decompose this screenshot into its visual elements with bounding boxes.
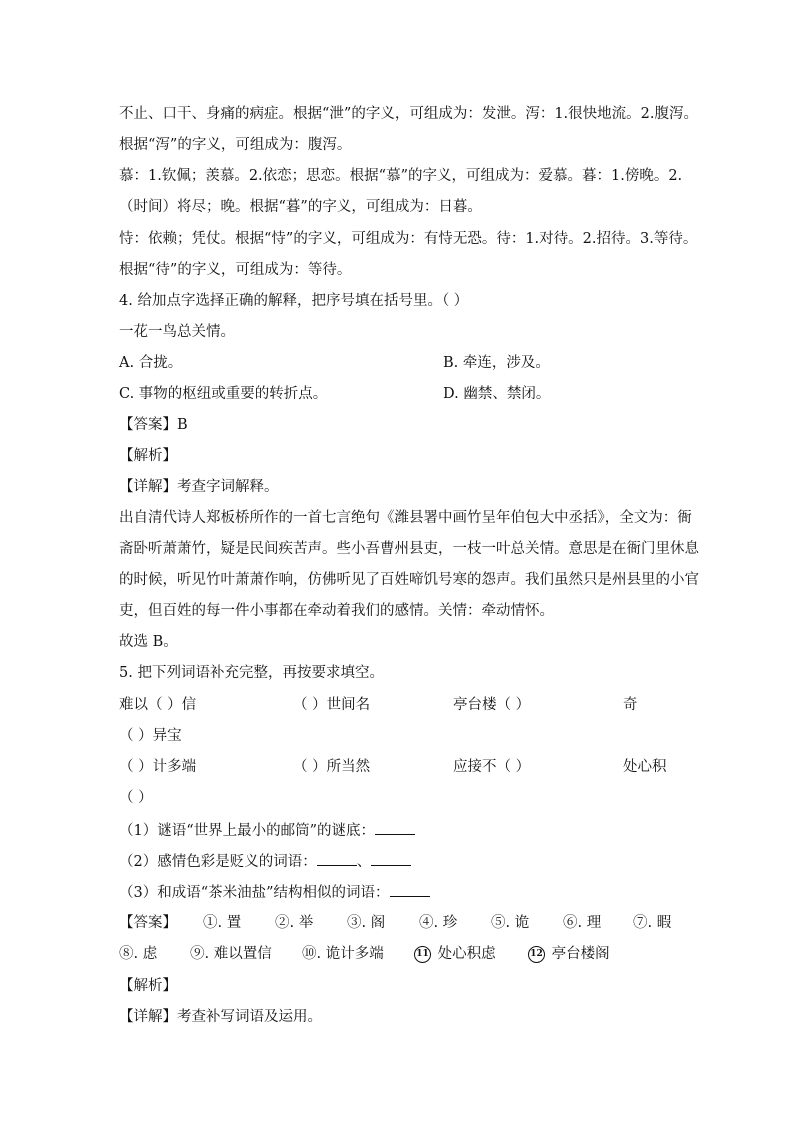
explanation-line: 出自清代诗人郑板桥所作的一首七言绝句《潍县署中画竹呈年伯包大中丞括》，全文为：衙	[119, 510, 692, 526]
word-blank: （ ）计多端	[119, 759, 197, 775]
answer-word: 处心积虑	[437, 946, 496, 962]
answer-item	[414, 944, 496, 964]
word-blank: 处心积	[623, 759, 667, 775]
text-line: （时间）将尽；晚。根据“暮”的字义，可组成为：日暮。	[119, 199, 482, 215]
text-line: 不止、口干、身痛的病症。根据“泄”的字义，可组成为：发泄。泻：1.很快地流。2.腹泻。	[119, 106, 698, 122]
separator: 、	[356, 854, 372, 870]
answer-mark: ⑥.	[563, 915, 583, 931]
word-blank: （ ）异宝	[119, 728, 182, 744]
answer-mark: ⑩.	[302, 946, 322, 962]
question-4-stem: 4. 给加点字选择正确的解释，把序号填在括号里。（ ）	[119, 293, 469, 309]
answer-item	[275, 913, 313, 933]
text-line: 根据“泻”的字义，可组成为：腹泻。	[119, 137, 352, 153]
option-a: A. 合拢。	[119, 355, 183, 371]
answer-item	[119, 944, 157, 964]
sub-question-3-text: （3）和成语“茶米油盐”结构相似的词语：	[119, 885, 390, 901]
option-d: D. 幽禁、禁闭。	[443, 386, 551, 402]
answer-word: 虑	[142, 946, 158, 962]
sub-question-1	[119, 820, 415, 841]
question-4-phrase: 一花一鸟总关情。	[119, 324, 235, 340]
word-blank: （ ）	[119, 790, 153, 806]
detail-label: 【详解】	[119, 1009, 177, 1025]
analysis-label: 【解析】	[119, 448, 177, 464]
answer-word: 诡计多端	[325, 946, 384, 962]
answer-word: 置	[226, 915, 242, 931]
answer-blank[interactable]	[317, 851, 357, 866]
circled-number: 12	[528, 946, 545, 963]
answer-label: 【答案】	[119, 915, 177, 931]
conclusion: 故选 B。	[119, 634, 178, 650]
option-b: B. 牵连，涉及。	[443, 355, 550, 371]
answer-word: 诡	[514, 915, 530, 931]
circled-number: 11	[414, 946, 431, 963]
text-line: 慕：1.钦佩；羡慕。2.依恋；思恋。根据“慕”的字义，可组成为：爱慕。暮：1.傍晚。2.	[119, 168, 683, 184]
answer-label: 【答案】	[119, 417, 177, 433]
answer-blank[interactable]	[371, 851, 411, 866]
answer-item	[419, 913, 457, 933]
answer-mark: ⑤.	[491, 915, 511, 931]
answer-item	[491, 913, 529, 933]
answer-item	[190, 944, 272, 964]
answer-item	[563, 913, 601, 933]
explanation-line: 斋卧听萧萧竹，疑是民间疾苦声。些小吾曹州县吏，一枝一叶总关情。意思是在衙门里休息	[119, 541, 699, 557]
text-line: 根据“待”的字义，可组成为：等待。	[119, 262, 352, 278]
answer-blank[interactable]	[390, 882, 430, 897]
detail-line	[119, 477, 279, 497]
answer-item	[302, 944, 384, 964]
detail-text: 考查字词解释。	[177, 479, 279, 495]
word-blank: （ ）所当然	[293, 759, 371, 775]
answer-item	[347, 913, 385, 933]
answer-word: 理	[586, 915, 602, 931]
question-5-stem: 5. 把下列词语补充完整，再按要求填空。	[119, 665, 384, 681]
answer-line	[119, 415, 188, 435]
detail-line	[119, 1007, 322, 1027]
answer-item	[633, 913, 671, 933]
answer-mark: ⑧.	[119, 946, 139, 962]
answer-item	[203, 913, 241, 933]
answer-value: B	[177, 417, 188, 433]
detail-text: 考查补写词语及运用。	[177, 1009, 322, 1025]
word-blank: 应接不（ ）	[453, 759, 531, 775]
answer-mark: ①.	[203, 915, 223, 931]
answer-mark: ②.	[275, 915, 295, 931]
word-blank: 难以（ ）信	[119, 697, 197, 713]
analysis-label: 【解析】	[119, 978, 177, 994]
sub-question-2	[119, 851, 411, 872]
explanation-line: 吏，但百姓的每一件小事都在牵动着我们的感情。关情：牵动情怀。	[119, 603, 554, 619]
detail-label: 【详解】	[119, 479, 177, 495]
answer-word: 亭台楼阁	[551, 946, 610, 962]
option-c: C. 事物的枢纽或重要的转折点。	[119, 386, 328, 402]
answer-mark: ⑦.	[633, 915, 653, 931]
answer-blank[interactable]	[375, 820, 415, 835]
answer-word: 珍	[442, 915, 458, 931]
answer-mark: ③.	[347, 915, 367, 931]
sub-question-1-text: （1）谜语“世界上最小的邮筒”的谜底：	[119, 823, 376, 839]
text-line: 恃：依赖；凭仗。根据“恃”的字义，可组成为：有恃无恐。待：1.对待。2.招待。3.等待。	[119, 231, 698, 247]
word-blank: 奇	[623, 697, 638, 713]
answer-mark: ④.	[419, 915, 439, 931]
answer-word: 难以置信	[213, 946, 272, 962]
answer-word: 暇	[656, 915, 672, 931]
answer-mark: ⑨.	[190, 946, 210, 962]
explanation-line: 的时候，听见竹叶萧萧作响，仿佛听见了百姓啼饥号寒的怨声。我们虽然只是州县里的小官	[119, 572, 699, 588]
sub-question-3	[119, 882, 430, 903]
sub-question-2-text: （2）感情色彩是贬义的词语：	[119, 854, 317, 870]
word-blank: 亭台楼（ ）	[453, 697, 531, 713]
word-blank: （ ）世间名	[293, 697, 371, 713]
answer-word: 举	[298, 915, 314, 931]
answer-item	[528, 944, 610, 964]
answer-word: 阁	[370, 915, 386, 931]
